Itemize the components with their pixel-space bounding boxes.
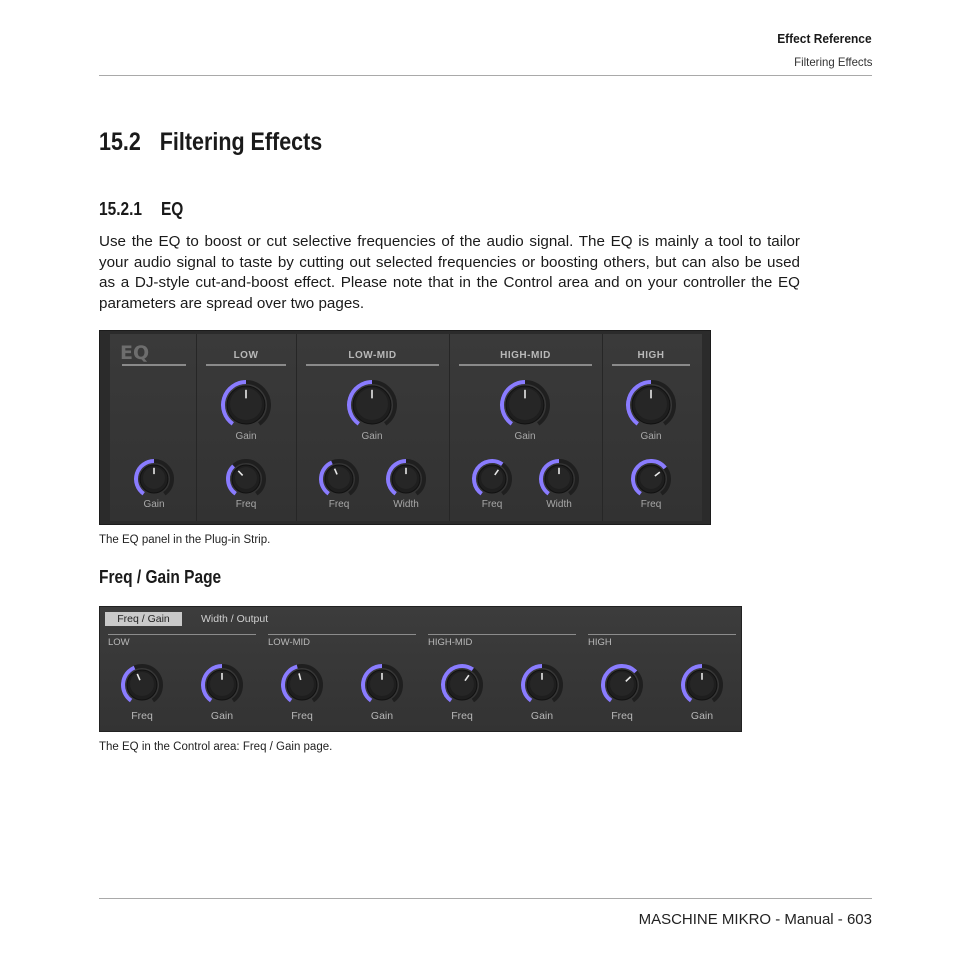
knob-cap [640, 467, 662, 489]
tab-freq-gain[interactable]: Freq / Gain [105, 612, 182, 626]
eq-knob-label: Width [393, 499, 419, 510]
eq-knob-label: Freq [640, 499, 662, 510]
knob-cap [290, 672, 314, 696]
caption-eq-panel: The EQ panel in the Plug-in Strip. [99, 534, 271, 546]
eq-section-low-label: LOW [233, 350, 259, 361]
eq-knob-label: Gain [143, 499, 165, 510]
knob-cap [481, 467, 503, 489]
eq-panel-inner [110, 334, 702, 521]
ctrl-section-lowmid: LOW-MID [268, 637, 311, 648]
header-subtitle: Filtering Effects [793, 55, 872, 69]
section-title: Filtering Effects [159, 128, 323, 156]
knob[interactable] [136, 461, 172, 494]
eq-knob-label: Gain [361, 431, 383, 442]
knob[interactable] [349, 382, 395, 424]
knob[interactable] [203, 666, 241, 701]
control-area-panel [99, 606, 742, 732]
eq-knob-label: Freq [328, 499, 350, 510]
knob[interactable] [502, 382, 548, 424]
knob[interactable] [228, 461, 264, 494]
eq-knob-layer [110, 334, 702, 521]
footer-text: MASCHINE MIKRO - Manual - 603 [638, 911, 872, 928]
footer-rule [99, 898, 872, 899]
tab-width-output[interactable]: Width / Output [201, 613, 269, 625]
body-paragraph: Use the EQ to boost or cut selective frequencies of the audio signal. The EQ is mainly a tool to tailor your audio signal to taste by cutting out selected frequencies or boosting others, but can also be used as a DJ-style cut-and-boost effect. Please note that in the Control area and on your controller the EQ parameters are spread over two pages. [99, 233, 800, 312]
eq-plugin-panel [99, 330, 711, 525]
header-rule [99, 75, 872, 76]
freq-gain-heading: Freq / Gain Page [99, 567, 222, 587]
ctrl-knob-label: Freq [131, 710, 153, 722]
knob[interactable] [474, 461, 510, 494]
knob[interactable] [388, 461, 424, 494]
knob[interactable] [633, 461, 669, 494]
eq-section-high-label: HIGH [637, 350, 665, 361]
knob[interactable] [523, 666, 561, 701]
knob[interactable] [321, 461, 357, 494]
eq-knob-label: Freq [481, 499, 503, 510]
ctrl-knob-label: Gain [370, 710, 394, 722]
ctrl-section-highmid: HIGH-MID [428, 637, 473, 648]
knob-cap [450, 672, 474, 696]
eq-section-lowmid-label: LOW-MID [348, 350, 397, 361]
eq-knob-label: Width [546, 499, 572, 510]
knob-cap [328, 467, 350, 489]
subsection-number: 15.2.1 [99, 199, 143, 219]
ctrl-section-low: LOW [108, 637, 130, 648]
knob[interactable] [603, 666, 641, 701]
section-heading [99, 128, 322, 157]
knob[interactable] [628, 382, 674, 424]
subsection-title: EQ [160, 199, 184, 219]
knob[interactable] [683, 666, 721, 701]
eq-section-highmid-label: HIGH-MID [500, 350, 551, 361]
section-number: 15.2 [99, 128, 141, 156]
knob-cap [610, 672, 634, 696]
ctrl-section-high: HIGH [588, 637, 612, 648]
ctrl-knob-label: Freq [611, 710, 633, 722]
eq-knob-label: Gain [514, 431, 536, 442]
ctrl-knob-label: Gain [210, 710, 234, 722]
eq-knob-label: Freq [235, 499, 257, 510]
knob[interactable] [283, 666, 321, 701]
knob-cap [235, 467, 257, 489]
knob[interactable] [443, 666, 481, 701]
ctrl-knob-label: Freq [451, 710, 473, 722]
knob[interactable] [223, 382, 269, 424]
knob[interactable] [541, 461, 577, 494]
caption-control-area: The EQ in the Control area: Freq / Gain page. [99, 741, 333, 753]
eq-knob-label: Gain [235, 431, 257, 442]
ctrl-knob-label: Gain [530, 710, 554, 722]
knob[interactable] [123, 666, 161, 701]
eq-logo: EQ [120, 342, 150, 364]
ctrl-knob-label: Freq [291, 710, 313, 722]
subsection-heading [99, 199, 183, 220]
ctrl-knob-label: Gain [690, 710, 714, 722]
knob[interactable] [363, 666, 401, 701]
header-title: Effect Reference [777, 31, 872, 46]
eq-knob-label: Gain [640, 431, 662, 442]
knob-cap [130, 672, 154, 696]
